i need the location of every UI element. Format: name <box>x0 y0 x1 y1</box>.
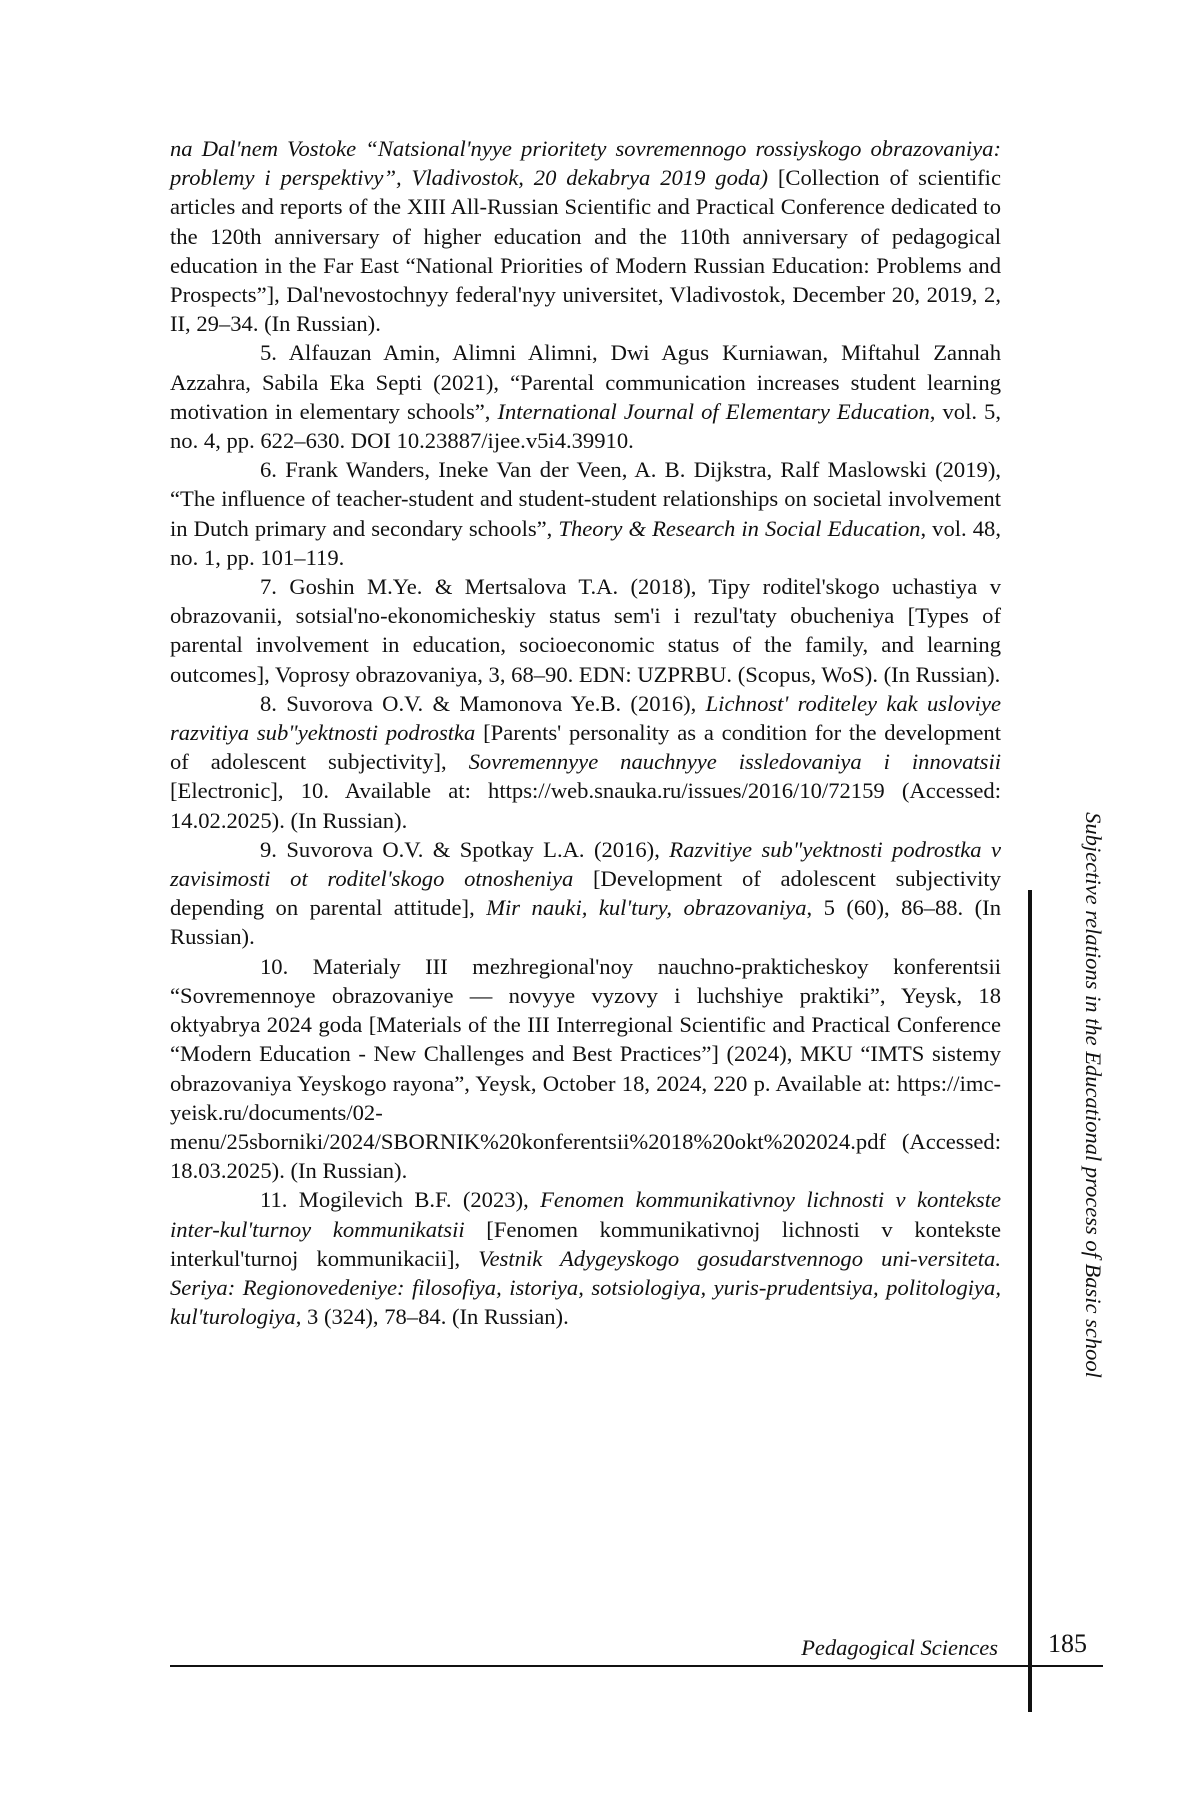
ref4-text: [Collection of scientific articles and reports of the XIII All-Russian Scientific and Practical Conference dedicated to the 120th anniversary of higher education and the 110th anniversary of pedagogical education in the Far East “National Priorities of Modern Russian Education: Problems and Prospects”], Dal'nevostochnyy federal'nyy universitet, Vladivostok, December 20, 2019, 2, II, 29–34. (In Russian). <box>170 165 1001 336</box>
reference-6 <box>170 455 1001 572</box>
running-side-title: Subjective relations in the Educational process of Basic school <box>1076 635 1110 1555</box>
vertical-rule <box>1028 890 1032 1712</box>
ref6-text-a: 6. Frank Wanders, Ineke Van der Veen, A. B. Dijkstra, Ralf Maslowski (2019), “The influence of teacher-student and student-student relationships on societal involvement in Dutch primary and secondary schools”, <box>170 457 1001 540</box>
ref11-text-c: , 3 (324), 78–84. (In Russian). <box>296 1304 569 1329</box>
ref8-text-a: 8. Suvorova O.V. & Mamonova Ye.B. (2016), <box>260 691 706 716</box>
ref9-text-a: 9. Suvorova O.V. & Spotkay L.A. (2016), <box>260 837 669 862</box>
ref9-text-b: [Development of adolescent subjectivity depending on parental attitude], <box>170 866 1001 920</box>
ref11-text-b: [Fenomen kommunikativnoj lichnosti v kontekste interkul'turnoj kommunikacii], <box>170 1217 1001 1271</box>
ref8-text-c: [Electronic], 10. Available at: https://web.snauka.ru/issues/2016/10/72159 (Accessed: 14.02.2025). (In Russian). <box>170 778 1001 832</box>
ref11-title: Fenomen kommunikativnoy lichnosti v kontekste inter-kul'turnoy kommunikatsii <box>170 1187 1001 1241</box>
reference-11 <box>170 1185 1001 1331</box>
page-number: 185 <box>1048 1628 1087 1660</box>
reference-9 <box>170 835 1001 952</box>
ref5-text-a: 5. Alfauzan Amin, Alimni Alimni, Dwi Agus Kurniawan, Miftahul Zannah Azzahra, Sabila Eka Septi (2021), “Parental communication increases student learning motivation in elementary schools”, <box>170 340 1001 423</box>
reference-5 <box>170 338 1001 455</box>
ref7-text: 7. Goshin M.Ye. & Mertsalova T.A. (2018), Tipy roditel'skogo uchastiya v obrazovanii, sotsial'no-ekonomicheskiy status sem'i i rezul'taty obucheniya [Types of parental involvement in education, socioeconomic status of the family, and learning outcomes], Voprosy obrazovaniya, 3, 68–90. EDN: UZPRBU. (Scopus, WoS). (In Russian). <box>170 574 1001 687</box>
ref10-text: 10. Materialy III mezhregional'noy nauchno-prakticheskoy konferentsii “Sovremennoye obrazovaniye — novyye vyzovy i luchshiye praktiki”, Yeysk, 18 oktyabrya 2024 goda [Materials of the III Interregional Scientific and Practical Conference “Modern Education - New Challenges and Best Practices”] (2024), MKU “IMTS sistemy obrazovaniya Yeyskogo rayona”, Yeysk, October 18, 2024, 220 p. Available at: https://imc-yeisk.ru/documents/02-menu/25sborniki/2024/SBORNIK%20konferentsii%2018%20okt%202024.pdf (Accessed: 18.03.2025). (In Russian). <box>170 954 1001 1183</box>
ref8-journal: Sovremennyye nauchnyye issledovaniya i innovatsii <box>469 749 1001 774</box>
ref9-title: Razvitiye sub"yektnosti podrostka v zavisimosti ot roditel'skogo otnosheniya <box>170 837 1001 891</box>
ref8-title: Lichnost' roditeley kak usloviye razvitiya sub"yektnosti podrostka <box>170 691 1001 745</box>
ref9-journal: Mir nauki, kul'tury, obrazovaniya <box>486 895 806 920</box>
ref6-journal: Theory & Research in Social Education <box>558 516 920 541</box>
ref5-journal: International Journal of Elementary Education <box>497 399 929 424</box>
ref5-text-b: , vol. 5, no. 4, pp. 622–630. DOI 10.23887/ijee.v5i4.39910. <box>170 399 1001 453</box>
ref11-journal: Vestnik Adygeyskogo gosudarstvennogo uni-versiteta. Seriya: Regionovedeniye: filosofiya, istoriya, sotsiologiya, yuris-prudentsiya, politologiya, kul'turologiya <box>170 1246 1001 1329</box>
ref4-source-title: na Dal'nem Vostoke “Natsional'nyye prioritety sovremennogo rossiyskogo obrazovaniya: problemy i perspektivy”, Vladivostok, 20 dekabrya 2019 goda) <box>170 136 1001 190</box>
reference-8 <box>170 689 1001 835</box>
ref6-text-b: , vol. 48, no. 1, pp. 101–119. <box>170 516 1001 570</box>
reference-7 <box>170 572 1001 689</box>
ref8-text-b: [Parents' personality as a condition for the development of adolescent subjectivity], <box>170 720 1001 774</box>
reference-list <box>170 134 1001 1331</box>
footer-rule <box>170 1665 1103 1667</box>
reference-10 <box>170 952 1001 1186</box>
footer-journal-name: Pedagogical Sciences <box>801 1634 998 1662</box>
reference-4-continued <box>170 134 1001 338</box>
ref11-text-a: 11. Mogilevich B.F. (2023), <box>260 1187 540 1212</box>
ref9-text-c: , 5 (60), 86–88. (In Russian). <box>170 895 1001 949</box>
